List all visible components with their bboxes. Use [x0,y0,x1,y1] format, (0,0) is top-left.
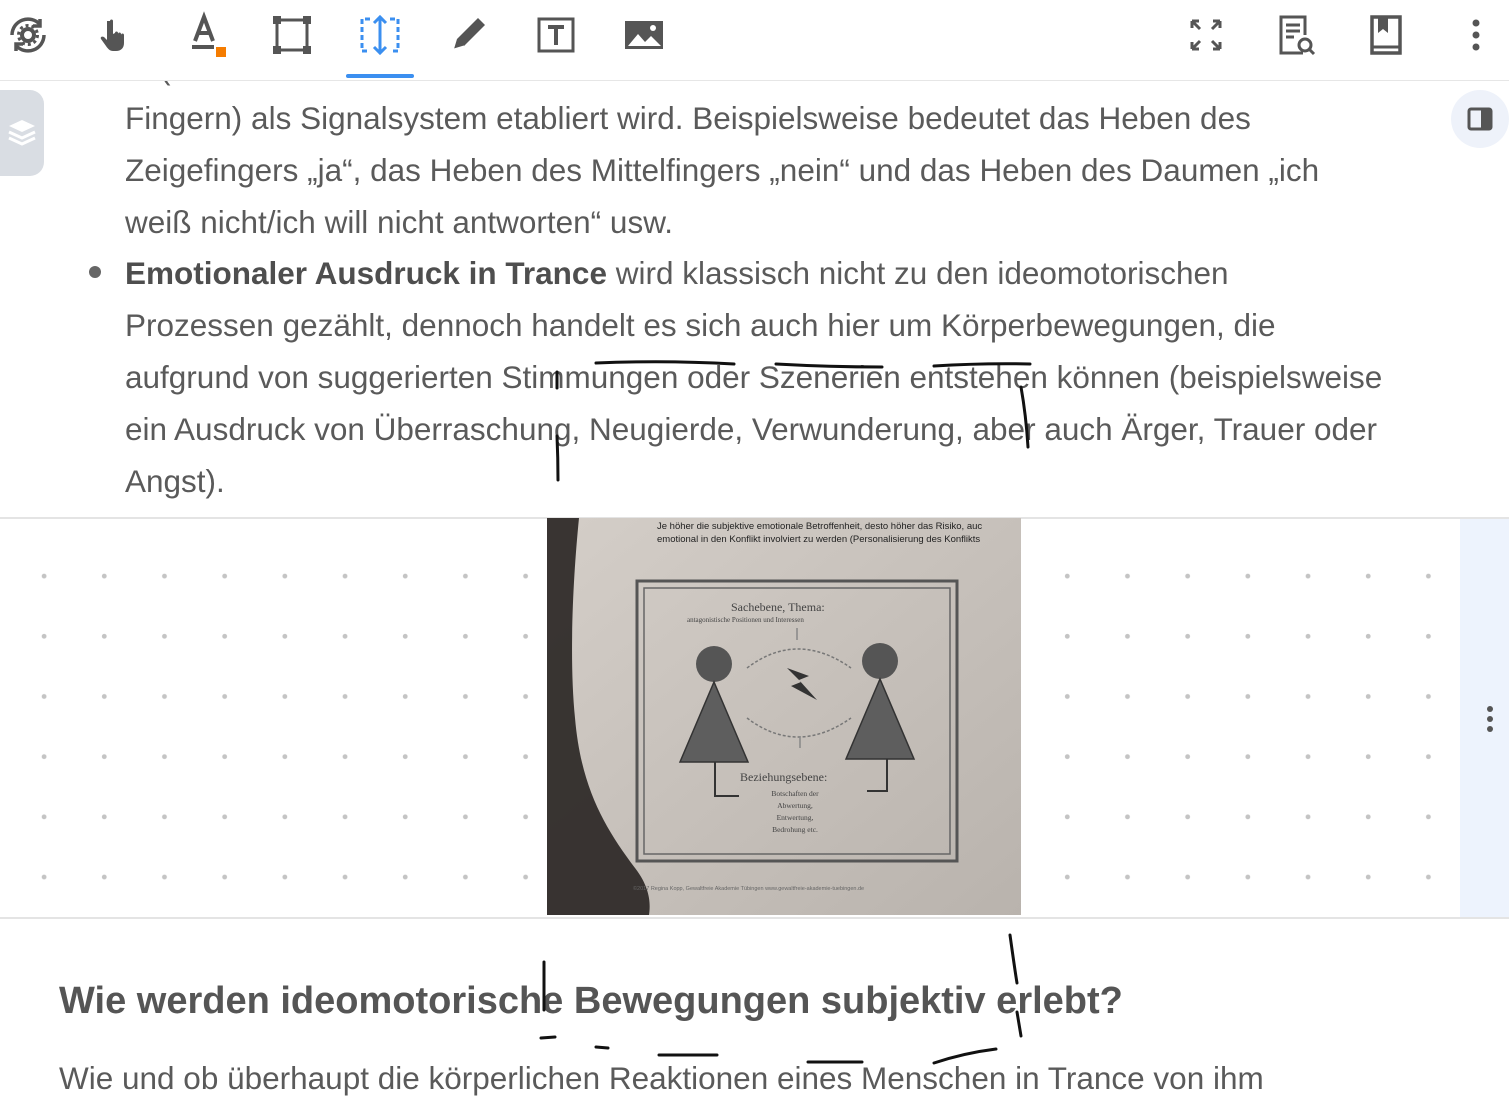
text-line [125,247,1455,299]
page-options-icon[interactable] [1483,704,1497,734]
sidebar-panel-icon [1467,107,1493,131]
rotate-settings-icon[interactable] [3,10,53,60]
resize-arrows-icon[interactable] [355,10,405,60]
search-document-icon[interactable] [1270,10,1320,60]
fullscreen-icon[interactable] [1181,10,1231,60]
image-icon[interactable] [619,10,669,60]
text-line: Prozessen gezählt, dennoch handelt es sich auch hier um Körperbewegungen, die [125,307,1276,343]
text-box-icon[interactable] [531,10,581,60]
inserted-photo[interactable] [547,518,1021,915]
text-line: Wie und ob überhaupt die körperlichen Reaktionen eines Menschen in Trance von ihm [59,1060,1264,1096]
bullet-dot [89,266,101,278]
more-vertical-icon[interactable] [1451,10,1501,60]
sidebar-toggle-button[interactable] [1451,90,1509,148]
layers-icon [7,116,37,150]
photo-text-line: Bedrohung etc. [772,825,818,834]
photo-caption [657,520,1037,546]
photo-drawing [547,518,1021,915]
beziehungsebene-label: Beziehungsebene: [740,770,828,784]
paragraph-fingers [125,92,1455,248]
photo-text-line: Entwertung, [776,813,814,822]
bookmark-book-icon[interactable] [1361,10,1411,60]
photo-text-line: Abwertung, [777,801,813,810]
beziehungsebene-list [760,788,830,836]
sachebene-label: Sachebene, Thema: [731,600,825,614]
active-tool-indicator [346,74,414,78]
text-line: Angst). [125,463,225,499]
photo-text-line: Je höher die subjektive emotionale Betroffenheit, desto höher das Risiko, auc [657,521,983,532]
text-line: Fingern) als Signalsystem etabliert wird. Beispielsweise bedeutet das Heben des [125,100,1251,136]
section-heading: Wie werden ideomotorische Bewegungen subjektiv erlebt? [59,980,1123,1022]
photo-text-line: emotional in den Konflikt involviert zu werden (Personalisierung des Konflikts [657,534,981,545]
toolbar [0,0,1509,81]
sachebene-sub: antagonistische Positionen und Interessen [687,616,804,624]
text-line: Zeigefingers „ja“, das Heben des Mittelfingers „nein“ und das Heben des Daumen „ich [125,152,1320,188]
bullet-emotional-expression [125,247,1455,507]
layers-panel-tab[interactable] [0,90,44,176]
text-line: weiß nicht/ich will nicht antworten“ usw. [125,204,673,240]
hand-pointer-icon[interactable] [91,10,141,60]
bold-term: Emotionaler Ausdruck in Trance [125,255,607,291]
text-line: ein Ausdruck von Überraschung, Neugierde, Verwunderung, aber auch Ärger, Trauer oder [125,411,1378,447]
text-line: aufgrund von suggerierten Stimmungen oder Szenerien entstehen können (beispielsweise [125,359,1383,395]
text-span: wird klassisch nicht zu den ideomotorischen [606,255,1229,291]
select-frame-icon[interactable] [267,10,317,60]
photo-footer: ©2017 Regina Kopp, Gewaltfreie Akademie Tübingen www.gewaltfreie-akademie-tuebingen.de [633,886,865,892]
photo-text-line: Botschaften der [771,789,819,798]
text-highlight-icon[interactable] [179,10,229,60]
pen-icon[interactable] [443,10,493,60]
